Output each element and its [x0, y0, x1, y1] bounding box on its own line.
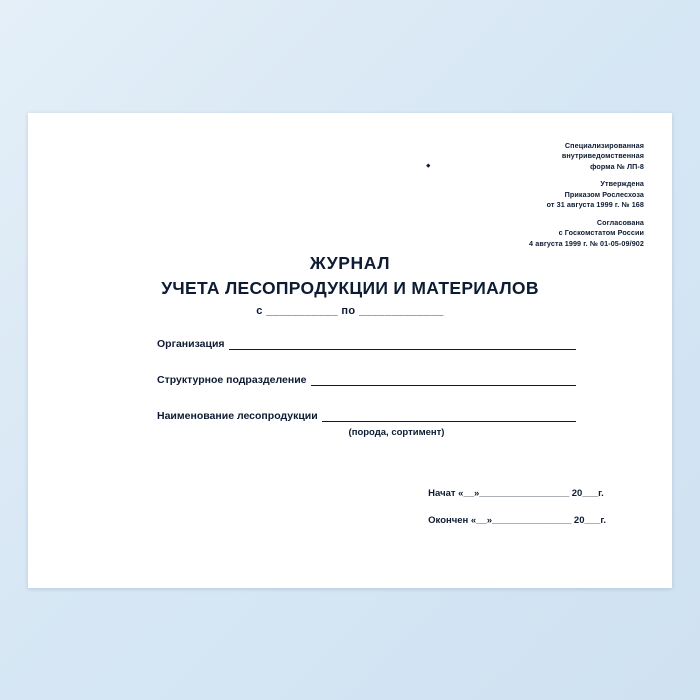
field-hint-product-name: (порода, сортимент) — [348, 427, 445, 438]
field-label-subdivision: Структурное подразделение — [157, 374, 307, 386]
form-fields — [157, 338, 576, 438]
field-label-product-name: Наименование лесопродукции — [157, 410, 318, 422]
footer-start-date[interactable]: Начат «__»_________________ 20___г. — [428, 488, 604, 499]
form-reference-group-specialized — [529, 141, 644, 172]
footer-end-date[interactable]: Окончен «__»_______________ 20___г. — [428, 515, 606, 526]
ref-line: Приказом Рослесхоза — [564, 189, 644, 199]
document-sheet — [28, 113, 672, 588]
ref-line: Согласована — [596, 217, 644, 227]
form-reference-group-approved — [529, 179, 644, 210]
ref-line: Специализированная — [564, 141, 644, 150]
field-label-organization: Организация — [157, 338, 225, 350]
subdivision-input[interactable] — [311, 374, 576, 386]
ref-line-text: форма № ЛП-8 — [590, 161, 644, 171]
footer-dates — [428, 488, 606, 526]
organization-input[interactable] — [229, 338, 576, 350]
form-reference-block — [529, 141, 644, 249]
document-title-area — [28, 253, 672, 317]
ref-line: внутриведомственная — [561, 151, 644, 161]
ref-line: с Госкомстатом России — [558, 228, 644, 238]
field-organization — [157, 338, 576, 350]
field-subdivision — [157, 374, 576, 386]
diamond-bullet-icon — [427, 163, 431, 167]
page-subtitle: УЧЕТА ЛЕСОПРОДУКЦИИ И МАТЕРИАЛОВ — [161, 278, 539, 298]
ref-line-form-number — [529, 162, 644, 172]
ref-line: от 31 августа 1999 г. № 168 — [546, 200, 644, 210]
ref-line: Утверждена — [600, 179, 644, 189]
period-line: с ___________ по _____________ — [256, 305, 444, 317]
product-name-input[interactable] — [322, 410, 576, 422]
form-reference-group-agreed — [529, 218, 644, 249]
ref-line: 4 августа 1999 г. № 01-05-09/902 — [529, 238, 644, 248]
field-product-name — [157, 410, 576, 422]
page-title: ЖУРНАЛ — [309, 253, 391, 273]
